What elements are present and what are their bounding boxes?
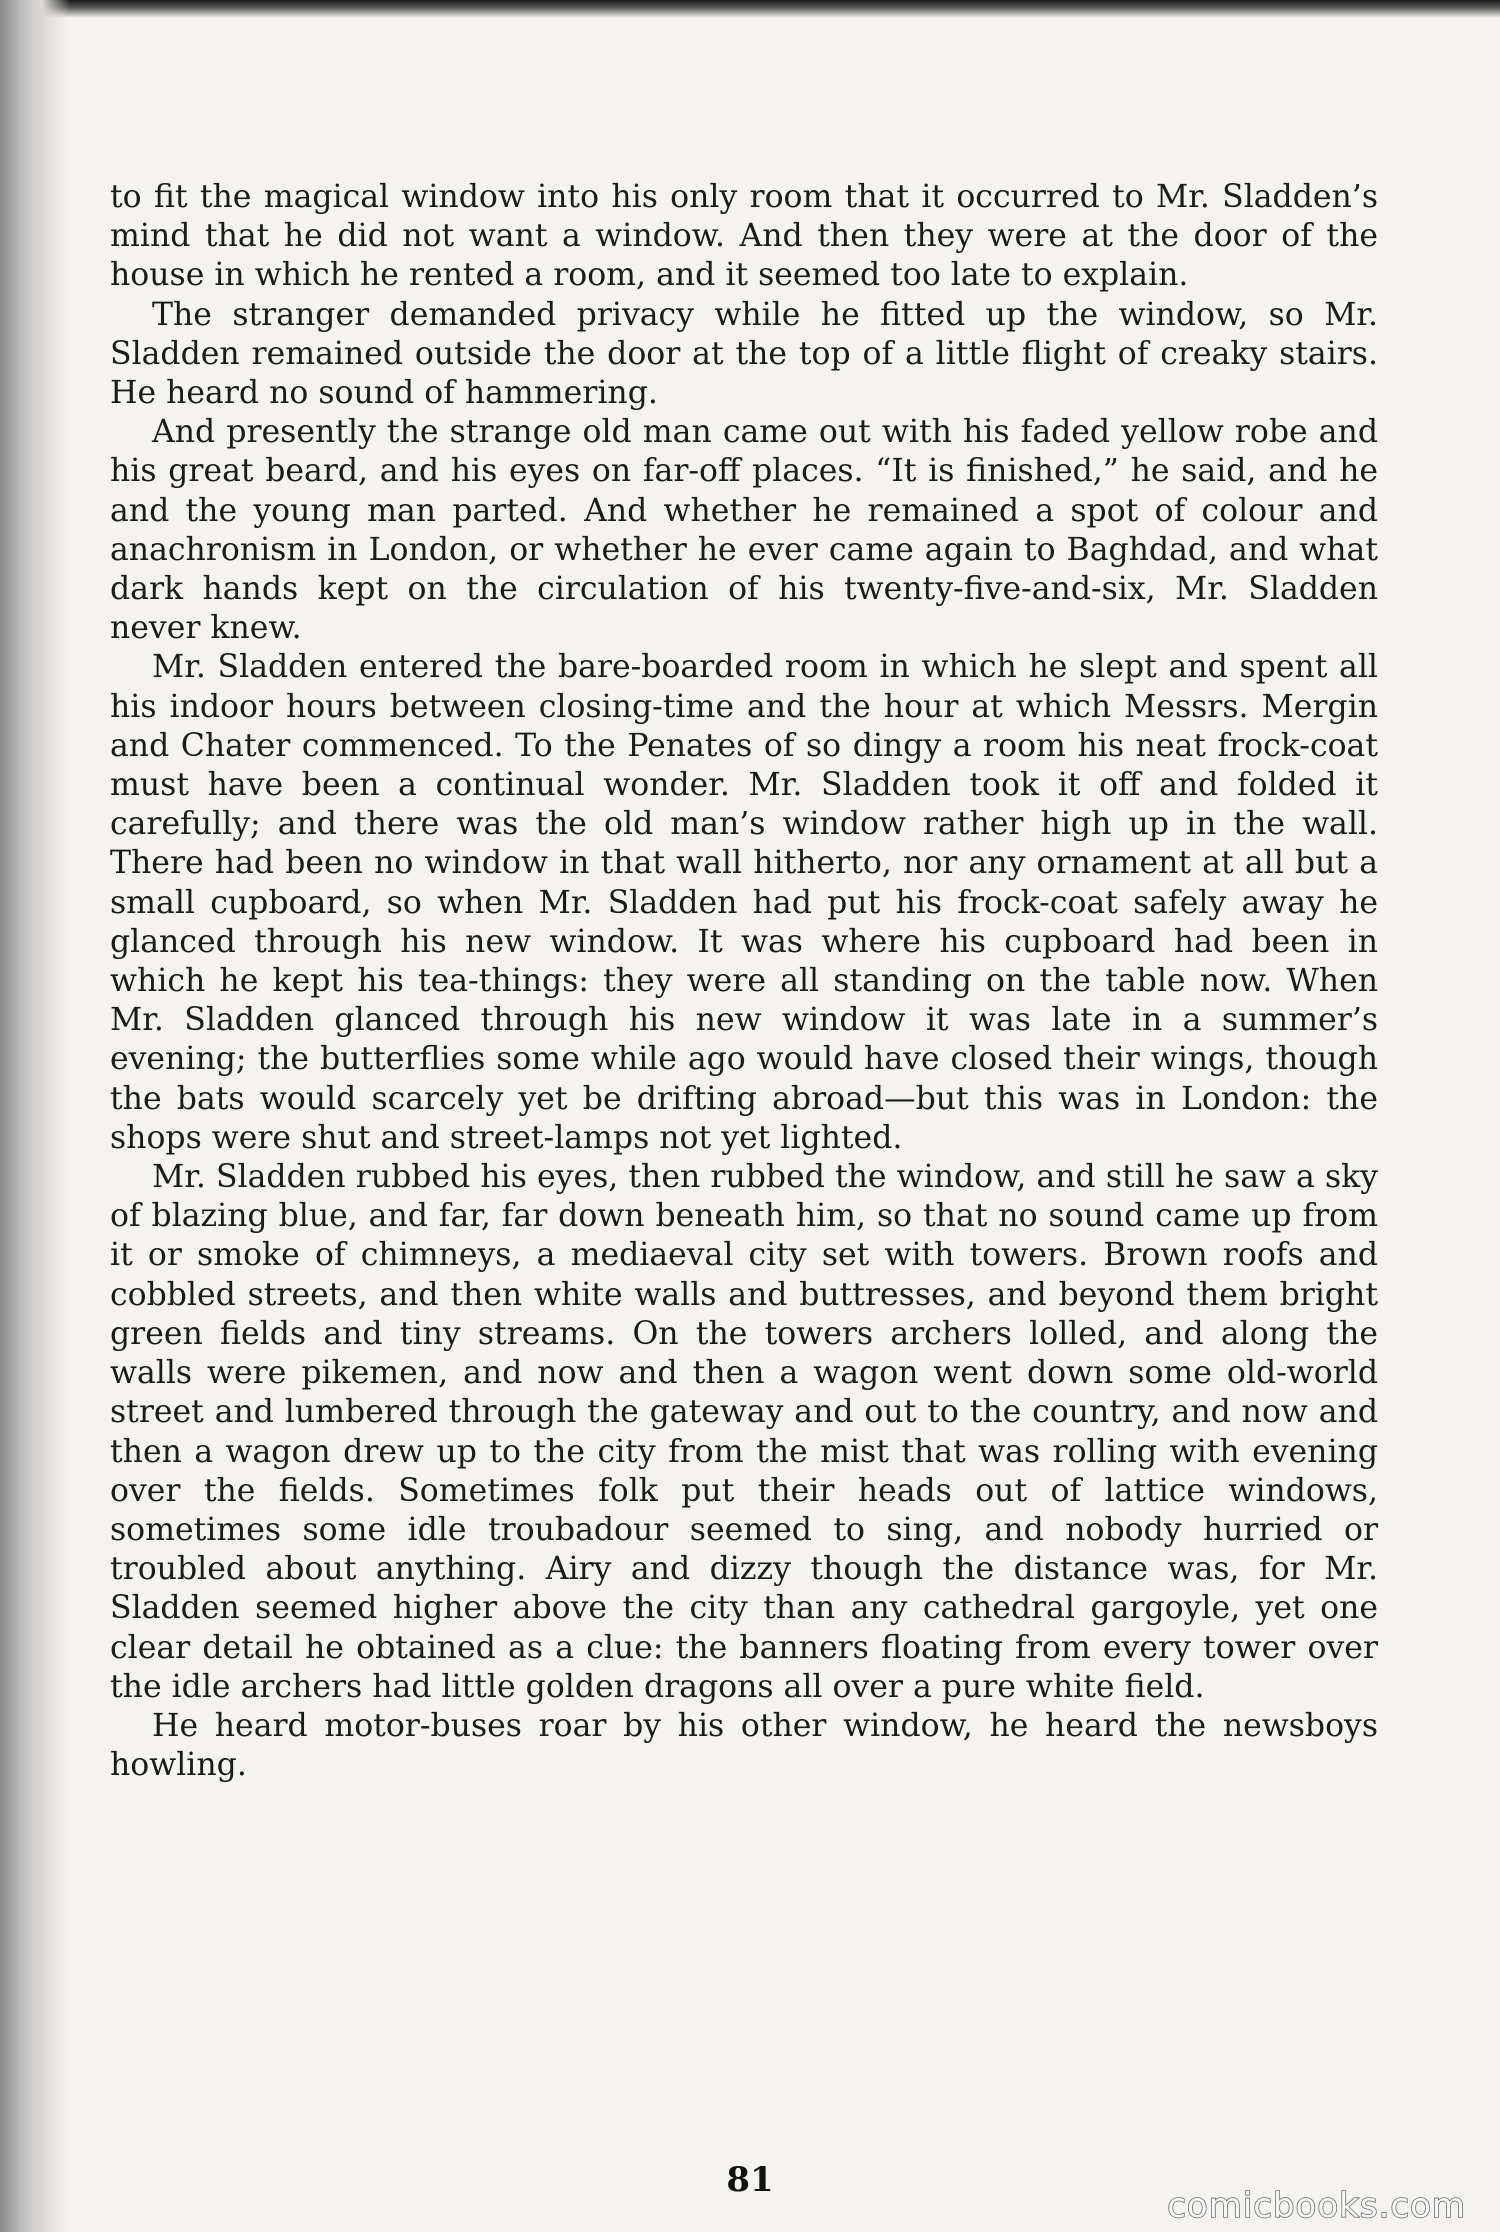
paragraph-1: to fit the magical window into his only room that it occurred to Mr. Sladden’s mind that he did not want a window. And then they were at the door of the house in which he rented a room, and it seemed too late to explain. bbox=[110, 179, 1378, 294]
page-number: 81 bbox=[726, 2160, 774, 2200]
binding-gutter-shadow bbox=[0, 0, 70, 2232]
body-text bbox=[110, 178, 1378, 1785]
watermark: comicbooks.com bbox=[1167, 2186, 1466, 2226]
paragraph-6: He heard motor-buses roar by his other window, he heard the newsboys howling. bbox=[110, 1707, 1378, 1784]
paragraph-3: And presently the strange old man came out with his faded yellow robe and his great beard, and his eyes on far-off places. “It is finished,” he said, and he and the young man parted. And whether he remained a spot of colour and anachronism in London, or whether he ever came again to Baghdad, and what dark hands kept on the circulation of his twenty-five-and-six, Mr. Sladden never knew. bbox=[110, 414, 1378, 647]
paragraph-5: Mr. Sladden rubbed his eyes, then rubbed the window, and still he saw a sky of blazing blue, and far, far down beneath him, so that no sound came up from it or smoke of chimneys, a mediaeval city set with towers. Brown roofs and cobbled streets, and then white walls and buttresses, and beyond them bright green fields and tiny streams. On the towers archers lolled, and along the walls were pikemen, and now and then a wagon went down some old-world street and lumbered through the gateway and out to the country, and now and then a wagon drew up to the city from the mist that was rolling with evening over the fields. Sometimes folk put their heads out of lattice windows, sometimes some idle troubadour seemed to sing, and nobody hurried or troubled about anything. Airy and dizzy though the distance was, for Mr. Sladden seemed higher above the city than any cathedral gargoyle, yet one clear detail he obtained as a clue: the banners floating from every tower over the idle archers had little golden dragons all over a pure white field. bbox=[110, 1159, 1378, 1705]
paragraph-2: The stranger demanded privacy while he fitted up the window, so Mr. Sladden remained outside the door at the top of a little flight of creaky stairs. He heard no sound of hammering. bbox=[110, 296, 1378, 412]
page-top-edge bbox=[0, 0, 1500, 18]
paragraph-4: Mr. Sladden entered the bare-boarded room in which he slept and spent all his indoor hours between closing-time and the hour at which Messrs. Mergin and Chater commenced. To the Penates of so dingy a room his neat frock-coat must have been a continual wonder. Mr. Sladden took it off and folded it carefully; and there was the old man’s window rather high up in the wall. There had been no window in that wall hitherto, nor any ornament at all but a small cupboard, so when Mr. Sladden had put his frock-coat safely away he glanced through his new window. It was where his cupboard had been in which he kept his tea-things: they were all standing on the table now. When Mr. Sladden glanced through his new window it was late in a summer’s evening; the butterflies some while ago would have closed their wings, though the bats would scarcely yet be drifting abroad—but this was in London: the shops were shut and street-lamps not yet lighted. bbox=[110, 649, 1378, 1156]
